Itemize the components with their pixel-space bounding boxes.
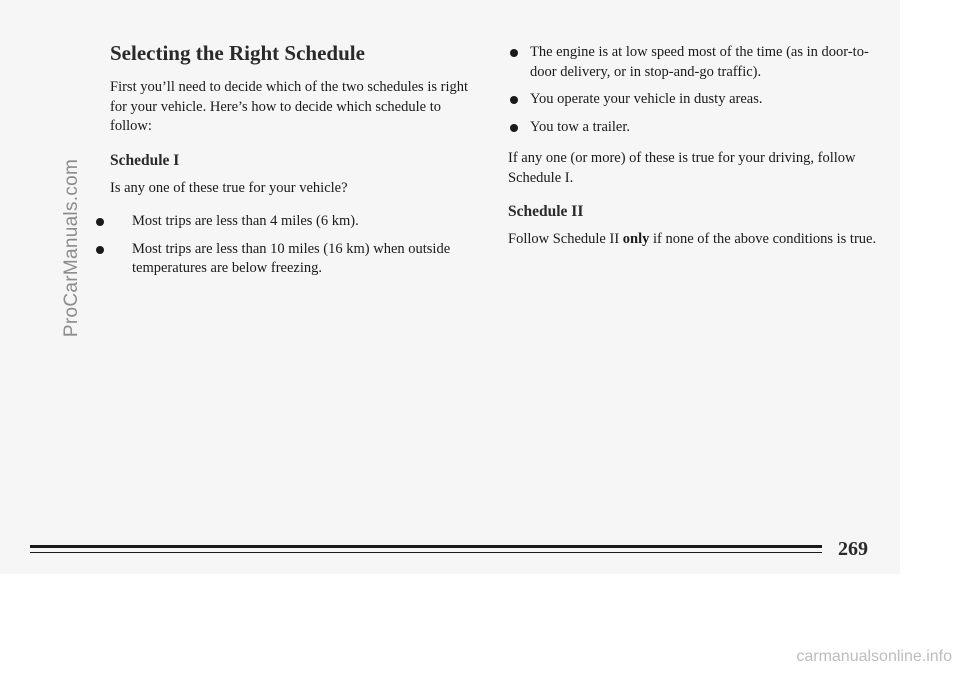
- list-item: You operate your vehicle in dusty areas.: [508, 90, 878, 110]
- schedule-1-conditions-continued: [508, 43, 878, 137]
- page-number: 269: [838, 538, 868, 560]
- schedule-1-question: Is any one of these true for your vehicle?: [110, 179, 348, 196]
- list-item: You tow a trailer.: [508, 118, 878, 138]
- conclusion-paragraph: If any one (or more) of these is true for your driving, follow Schedule I.: [508, 150, 856, 186]
- side-watermark: ProCarManuals.com: [61, 158, 82, 338]
- intro-paragraph: First you’ll need to decide which of the two schedules is right for your vehicle. Here’s how to decide which schedule to follow:: [110, 79, 468, 134]
- footer-rule-thick: [30, 545, 822, 548]
- emphasis-only: only: [622, 231, 650, 247]
- schedule-2-heading: Schedule II: [508, 203, 584, 220]
- schedule-2-text-end: if none of the above conditions is true.: [649, 231, 877, 247]
- schedule-1-heading: Schedule I: [110, 151, 180, 169]
- right-column: [508, 43, 878, 264]
- left-column: [110, 40, 480, 291]
- section-heading: Selecting the Right Schedule: [110, 41, 365, 65]
- bottom-watermark: carmanualsonline.info: [796, 648, 952, 665]
- schedule-1-conditions: [110, 212, 480, 279]
- footer-rule-thin: [30, 552, 822, 553]
- list-item: Most trips are less than 4 miles (6 km).: [110, 212, 480, 232]
- schedule-2-paragraph: [508, 230, 878, 250]
- list-item: The engine is at low speed most of the time (as in door-to-door delivery, or in stop-and-go traffic).: [508, 43, 878, 82]
- list-item: Most trips are less than 10 miles (16 km) when outside temperatures are below freezing.: [110, 240, 480, 279]
- schedule-2-text-start: Follow Schedule II: [508, 231, 620, 247]
